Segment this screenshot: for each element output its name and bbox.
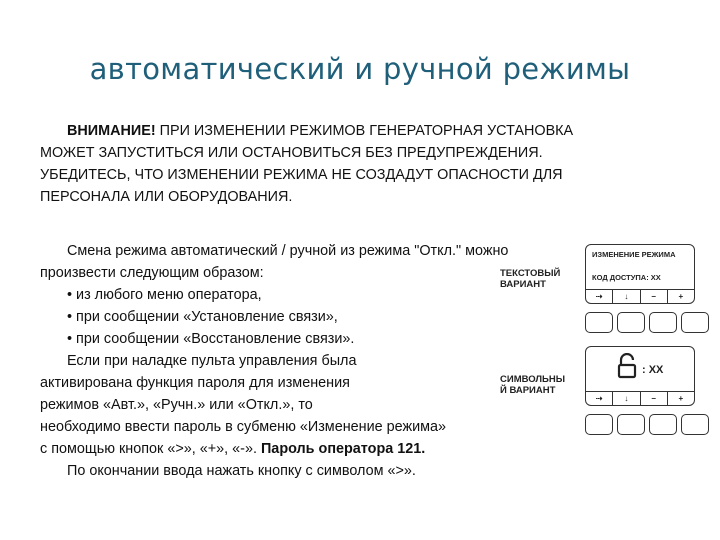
text-variant-buttons	[585, 312, 709, 333]
text-variant-screen	[585, 244, 695, 304]
warning-line-2: МОЖЕТ ЗАПУСТИТЬСЯ ИЛИ ОСТАНОВИТЬСЯ БЕЗ ПРЕДУПРЕЖДЕНИЯ.	[40, 145, 543, 161]
softkey-down: ↓	[613, 392, 640, 405]
panel-button[interactable]	[585, 414, 613, 435]
bullet-item: • при сообщении «Установление связи»,	[40, 306, 508, 328]
symbol-variant-label: СИМВОЛЬНЫ Й ВАРИАНТ	[500, 374, 566, 396]
softkey-down: ↓	[613, 290, 640, 303]
slide-title: автоматический и ручной режимы	[89, 52, 631, 86]
warning-line-1: ВНИМАНИЕ! ПРИ ИЗМЕНЕНИИ РЕЖИМОВ ГЕНЕРАТОРНАЯ УСТАНОВКА	[67, 123, 574, 139]
screen-code-line: КОД ДОСТУПА: XX	[592, 273, 661, 282]
softkey-next: ⇢	[586, 392, 613, 405]
body-line-6: необходимо ввести пароль в субменю «Изменение режима»	[40, 419, 447, 435]
panel-button[interactable]	[649, 414, 677, 435]
body-line-5: режимов «Авт.», «Ручн.» или «Откл.», то	[40, 397, 313, 413]
body-line-4: активирована функция пароля для изменения	[40, 375, 350, 391]
panel-button[interactable]	[617, 312, 645, 333]
body-line-3: Если при наладке пульта управления была	[67, 353, 357, 369]
symbol-variant-screen	[585, 346, 695, 406]
panel-button[interactable]	[617, 414, 645, 435]
bullet-item: • при сообщении «Восстановление связи».	[40, 328, 508, 350]
panel-button[interactable]	[585, 312, 613, 333]
softkey-minus: −	[641, 392, 668, 405]
warning-line-4: ПЕРСОНАЛА ИЛИ ОБОРУДОВАНИЯ.	[40, 189, 293, 205]
bullet-item: • из любого меню оператора,	[40, 284, 508, 306]
panel-button[interactable]	[649, 312, 677, 333]
mode-change-section	[40, 240, 508, 482]
text-variant-label: ТЕКСТОВЫЙ ВАРИАНТ	[500, 268, 561, 290]
softkey-bar	[586, 289, 694, 303]
warning-line-3: УБЕДИТЕСЬ, ЧТО ИЗМЕНЕНИИ РЕЖИМА НЕ СОЗДАДУТ ОПАСНОСТИ ДЛЯ	[40, 167, 563, 183]
operator-password: Пароль оператора 121.	[260, 441, 426, 457]
unlocked-padlock-icon	[616, 353, 638, 379]
body-line-7: с помощью кнопок «>», «+», «-». Пароль оператора 121.	[40, 441, 426, 457]
warning-block	[40, 120, 680, 208]
softkey-next: ⇢	[586, 290, 613, 303]
body-line-1: Смена режима автоматический / ручной из режима "Откл." можно	[67, 243, 509, 259]
panel-button[interactable]	[681, 414, 709, 435]
panel-button[interactable]	[681, 312, 709, 333]
symbol-variant-buttons	[585, 414, 709, 435]
body-line-2: произвести следующим образом:	[40, 265, 264, 281]
body-line-8: По окончании ввода нажать кнопку с символом «>».	[67, 463, 416, 479]
softkey-bar	[586, 391, 694, 405]
softkey-plus: +	[678, 292, 684, 301]
screen-title: ИЗМЕНЕНИЕ РЕЖИМА	[592, 250, 676, 259]
symbol-code-line: : XX	[642, 364, 664, 376]
softkey-minus: −	[641, 290, 668, 303]
softkey-plus: +	[678, 394, 684, 403]
warning-label: ВНИМАНИЕ!	[67, 123, 156, 139]
